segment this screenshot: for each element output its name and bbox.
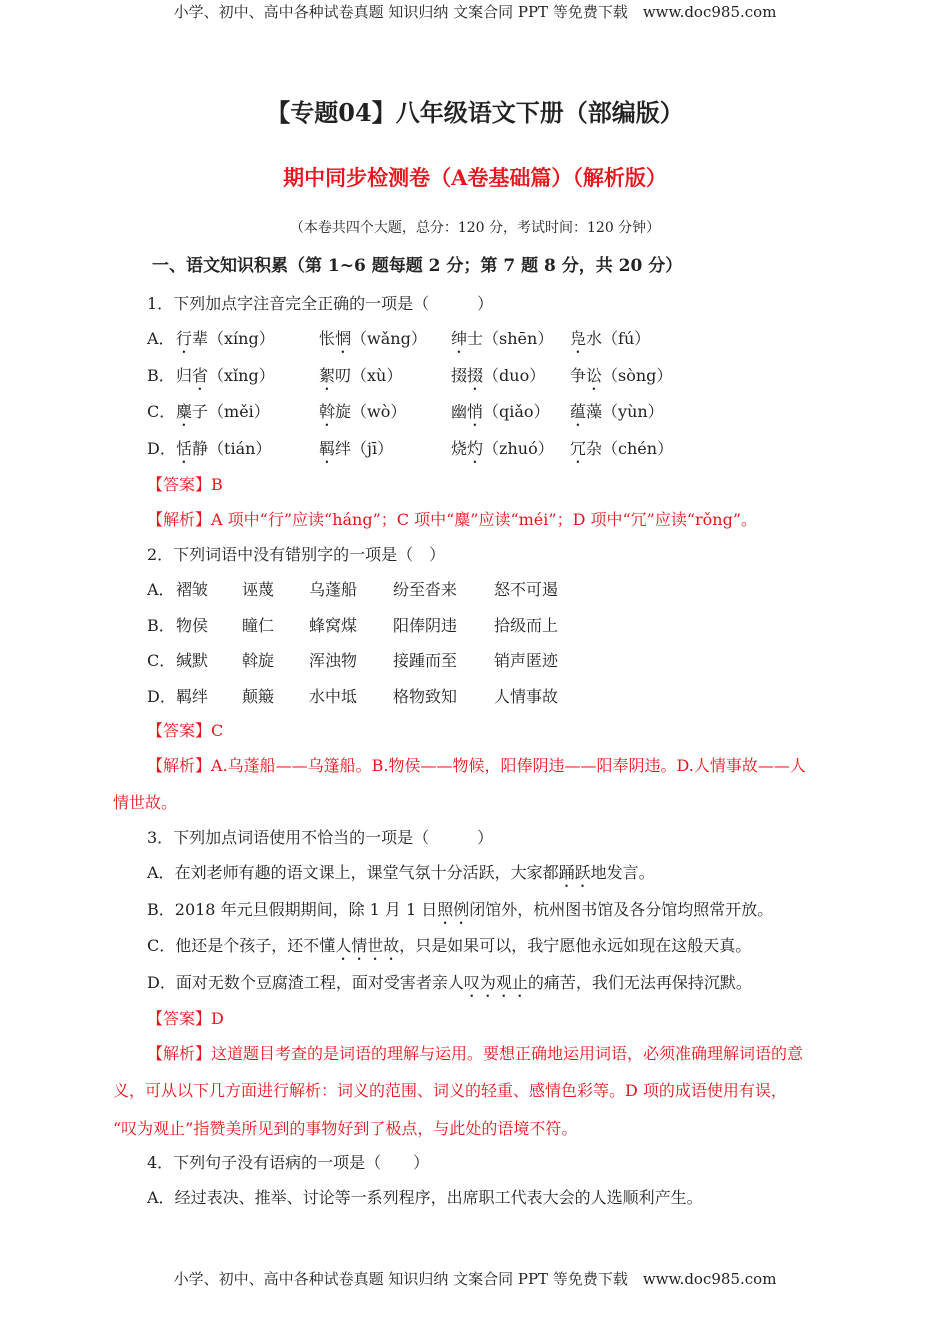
option-row bbox=[147, 402, 847, 424]
option-word: 怒不可遏 bbox=[494, 580, 559, 599]
word-part: 杂 bbox=[586, 438, 603, 458]
question-2-analysis-cont: 情世故。 bbox=[113, 793, 178, 812]
word-part: 水 bbox=[586, 329, 603, 348]
option-item bbox=[176, 329, 275, 357]
option-text: ，只是如果可以，我宁愿他永远如现在这般天真。 bbox=[399, 936, 752, 955]
pinyin: （fú） bbox=[602, 329, 651, 348]
word-part: 灼 bbox=[467, 438, 484, 458]
option-label: A． bbox=[147, 580, 175, 599]
option-item bbox=[319, 402, 406, 430]
option-text: 照例 bbox=[437, 899, 470, 919]
pinyin: （xù） bbox=[351, 365, 403, 385]
word-part: 掇 bbox=[467, 365, 484, 385]
option-item bbox=[176, 366, 275, 394]
option-word: 颠簸 bbox=[242, 686, 275, 706]
option-item bbox=[570, 439, 673, 467]
option-word: 羁绊 bbox=[176, 686, 209, 706]
option-label: B． bbox=[147, 365, 175, 385]
option-item bbox=[451, 366, 545, 394]
option-row bbox=[147, 439, 847, 461]
word-part: 省 bbox=[192, 365, 209, 385]
word-part: 蕴 bbox=[570, 402, 587, 421]
option-item bbox=[319, 366, 402, 394]
word-part: 藻 bbox=[586, 402, 603, 421]
option-label: D． bbox=[147, 686, 176, 706]
option-word: 诬蔑 bbox=[242, 580, 275, 599]
option-word: 格物致知 bbox=[393, 686, 458, 706]
word-part: 争 bbox=[570, 365, 587, 385]
option-label: D． bbox=[147, 438, 176, 458]
question-2-stem: 2．下列词语中没有错别字的一项是（ ） bbox=[147, 545, 446, 564]
option-item bbox=[570, 402, 664, 430]
word-part: 子 bbox=[192, 402, 209, 421]
option-word: 纷至沓来 bbox=[393, 580, 458, 599]
option-text: 叹为观止 bbox=[463, 972, 528, 992]
word-part: 冗 bbox=[570, 438, 587, 458]
pinyin: （qiǎo） bbox=[483, 402, 550, 421]
question-2-analysis: 【解析】A.乌蓬船——乌篷船。B.物侯——物候，阳俸阴违——阳奉阴违。D.人情事故——人 bbox=[147, 756, 806, 775]
word-part: 麋 bbox=[176, 402, 193, 421]
option-item bbox=[176, 439, 271, 467]
question-4-stem: 4．下列句子没有语病的一项是（ ） bbox=[147, 1153, 430, 1172]
option-label: B． bbox=[147, 899, 175, 919]
option-label: C． bbox=[147, 651, 176, 670]
word-part: 掇 bbox=[451, 365, 468, 385]
option-label: A． bbox=[147, 329, 175, 348]
word-part: 讼 bbox=[586, 365, 603, 385]
exam-note: （本卷共四个大题，总分：120 分，考试时间：120 分钟） bbox=[289, 220, 661, 236]
pinyin: （shēn） bbox=[483, 329, 554, 348]
option-text: 闭馆外，杭州图书馆及各分馆均照常开放。 bbox=[469, 899, 774, 919]
option-item bbox=[176, 402, 270, 430]
option-label: D． bbox=[147, 972, 176, 992]
word-part: 绊 bbox=[335, 438, 352, 458]
pinyin: （wǎng） bbox=[351, 329, 427, 348]
word-part: 凫 bbox=[570, 329, 587, 348]
word-part: 叨 bbox=[335, 365, 352, 385]
option-row bbox=[147, 687, 847, 709]
option-item bbox=[570, 329, 650, 357]
option-word: 拾级而上 bbox=[494, 615, 559, 635]
option-item bbox=[570, 366, 672, 394]
question-3-answer: 【答案】D bbox=[147, 1009, 224, 1028]
word-part: 静 bbox=[192, 438, 209, 458]
question-3-analysis: 【解析】这道题目考查的是词语的理解与运用。要想正确地运用词语，必须准确理解词语的意 bbox=[147, 1044, 804, 1063]
word-part: 恬 bbox=[176, 438, 193, 458]
option-row bbox=[147, 616, 847, 638]
question-1-stem: 1．下列加点字注音完全正确的一项是（ ） bbox=[147, 294, 494, 313]
pinyin: （xíng） bbox=[208, 329, 275, 348]
option-word: 接踵而至 bbox=[393, 651, 458, 670]
option-word: 乌蓬船 bbox=[309, 580, 358, 599]
option-item bbox=[451, 402, 550, 430]
question-4-option-a: A．经过表决、推举、讨论等一系列程序，出席职工代表大会的人选顺利产生。 bbox=[147, 1188, 703, 1207]
option-row bbox=[147, 329, 847, 351]
option-row bbox=[147, 936, 751, 964]
option-row bbox=[147, 580, 847, 602]
option-word: 水中坻 bbox=[309, 686, 358, 706]
word-part: 絮 bbox=[319, 365, 336, 385]
option-word: 瞳仁 bbox=[242, 615, 275, 635]
option-word: 蜂窝煤 bbox=[309, 615, 358, 635]
word-part: 绅 bbox=[451, 329, 468, 348]
question-3-analysis-cont: 义，可从以下几方面进行解析：词义的范围、词义的轻重、感情色彩等。D 项的成语使用有误， bbox=[113, 1081, 787, 1100]
option-text: 人情世故 bbox=[335, 936, 400, 955]
option-label: B． bbox=[147, 615, 175, 635]
pinyin: （chén） bbox=[602, 438, 674, 458]
option-word: 阳俸阴违 bbox=[393, 615, 458, 635]
pinyin: （měi） bbox=[208, 402, 270, 421]
word-part: 惘 bbox=[335, 329, 352, 348]
option-text: 地发言。 bbox=[590, 863, 655, 882]
word-part: 归 bbox=[176, 365, 193, 385]
option-item bbox=[319, 329, 427, 357]
page-footer: 小学、初中、高中各种试卷真题 知识归纳 文案合同 PPT 等免费下载 www.doc985.com bbox=[173, 1270, 777, 1288]
option-word: 浑浊物 bbox=[309, 651, 358, 670]
option-text: 在刘老师有趣的语文课上，课堂气氛十分活跃，大家都 bbox=[174, 863, 559, 882]
word-part: 幽 bbox=[451, 402, 468, 421]
pinyin: （jī） bbox=[351, 438, 394, 458]
word-part: 行 bbox=[176, 329, 193, 348]
word-part: 羁 bbox=[319, 438, 336, 458]
section-heading: 一、语文知识积累（第 1~6 题每题 2 分；第 7 题 8 分，共 20 分） bbox=[152, 256, 683, 276]
option-row bbox=[147, 366, 847, 388]
word-part: 悄 bbox=[467, 402, 484, 421]
word-part: 旋 bbox=[335, 402, 352, 421]
document-subtitle: 期中同步检测卷（A卷基础篇）（解析版） bbox=[283, 165, 667, 190]
question-1-analysis: 【解析】A 项中“行”应读“háng”；C 项中“麋”应读“méi”；D 项中“冗”应读“rǒng”。 bbox=[147, 510, 758, 529]
question-3-stem: 3．下列加点词语使用不恰当的一项是（ ） bbox=[147, 828, 494, 847]
question-1-answer: 【答案】B bbox=[147, 475, 223, 494]
option-word: 褶皱 bbox=[176, 580, 209, 599]
pinyin: （yùn） bbox=[602, 402, 664, 421]
document-title: 【专题04】八年级语文下册（部编版） bbox=[266, 98, 684, 127]
option-item bbox=[451, 439, 554, 467]
word-part: 烧 bbox=[451, 438, 468, 458]
option-text: 他还是个孩子，还不懂 bbox=[175, 936, 336, 955]
option-text: 面对无数个豆腐渣工程，面对受害者亲人 bbox=[175, 972, 464, 992]
option-row bbox=[147, 651, 847, 673]
option-row bbox=[147, 863, 655, 891]
pinyin: （duo） bbox=[483, 365, 546, 385]
page-header: 小学、初中、高中各种试卷真题 知识归纳 文案合同 PPT 等免费下载 www.doc985.com bbox=[173, 3, 777, 21]
option-label: C． bbox=[147, 402, 176, 421]
question-3-analysis-cont2: “叹为观止”指赞美所见到的事物好到了极点，与此处的语境不符。 bbox=[113, 1119, 578, 1138]
question-2-answer: 【答案】C bbox=[147, 721, 224, 740]
option-row bbox=[147, 900, 773, 928]
word-part: 怅 bbox=[319, 329, 336, 348]
word-part: 士 bbox=[467, 329, 484, 348]
pinyin: （zhuó） bbox=[483, 438, 554, 458]
pinyin: （sòng） bbox=[602, 365, 673, 385]
option-word: 斡旋 bbox=[242, 651, 275, 670]
option-item bbox=[451, 329, 553, 357]
option-word: 缄默 bbox=[176, 651, 209, 670]
word-part: 斡 bbox=[319, 402, 336, 421]
option-text: 踊跃 bbox=[558, 863, 591, 882]
option-word: 人情事故 bbox=[494, 686, 559, 706]
option-label: A． bbox=[147, 863, 175, 882]
option-row bbox=[147, 973, 752, 1001]
option-word: 销声匿迹 bbox=[494, 651, 559, 670]
pinyin: （xǐng） bbox=[208, 365, 275, 385]
word-part: 辈 bbox=[192, 329, 209, 348]
option-word: 物侯 bbox=[176, 615, 209, 635]
option-text: 2018 年元旦假期期间，除 1 月 1 日 bbox=[174, 899, 438, 919]
pinyin: （wò） bbox=[351, 402, 407, 421]
pinyin: （tián） bbox=[208, 438, 272, 458]
option-text: 的痛苦，我们无法再保持沉默。 bbox=[527, 972, 752, 992]
option-label: C． bbox=[147, 936, 176, 955]
option-item bbox=[319, 439, 393, 467]
